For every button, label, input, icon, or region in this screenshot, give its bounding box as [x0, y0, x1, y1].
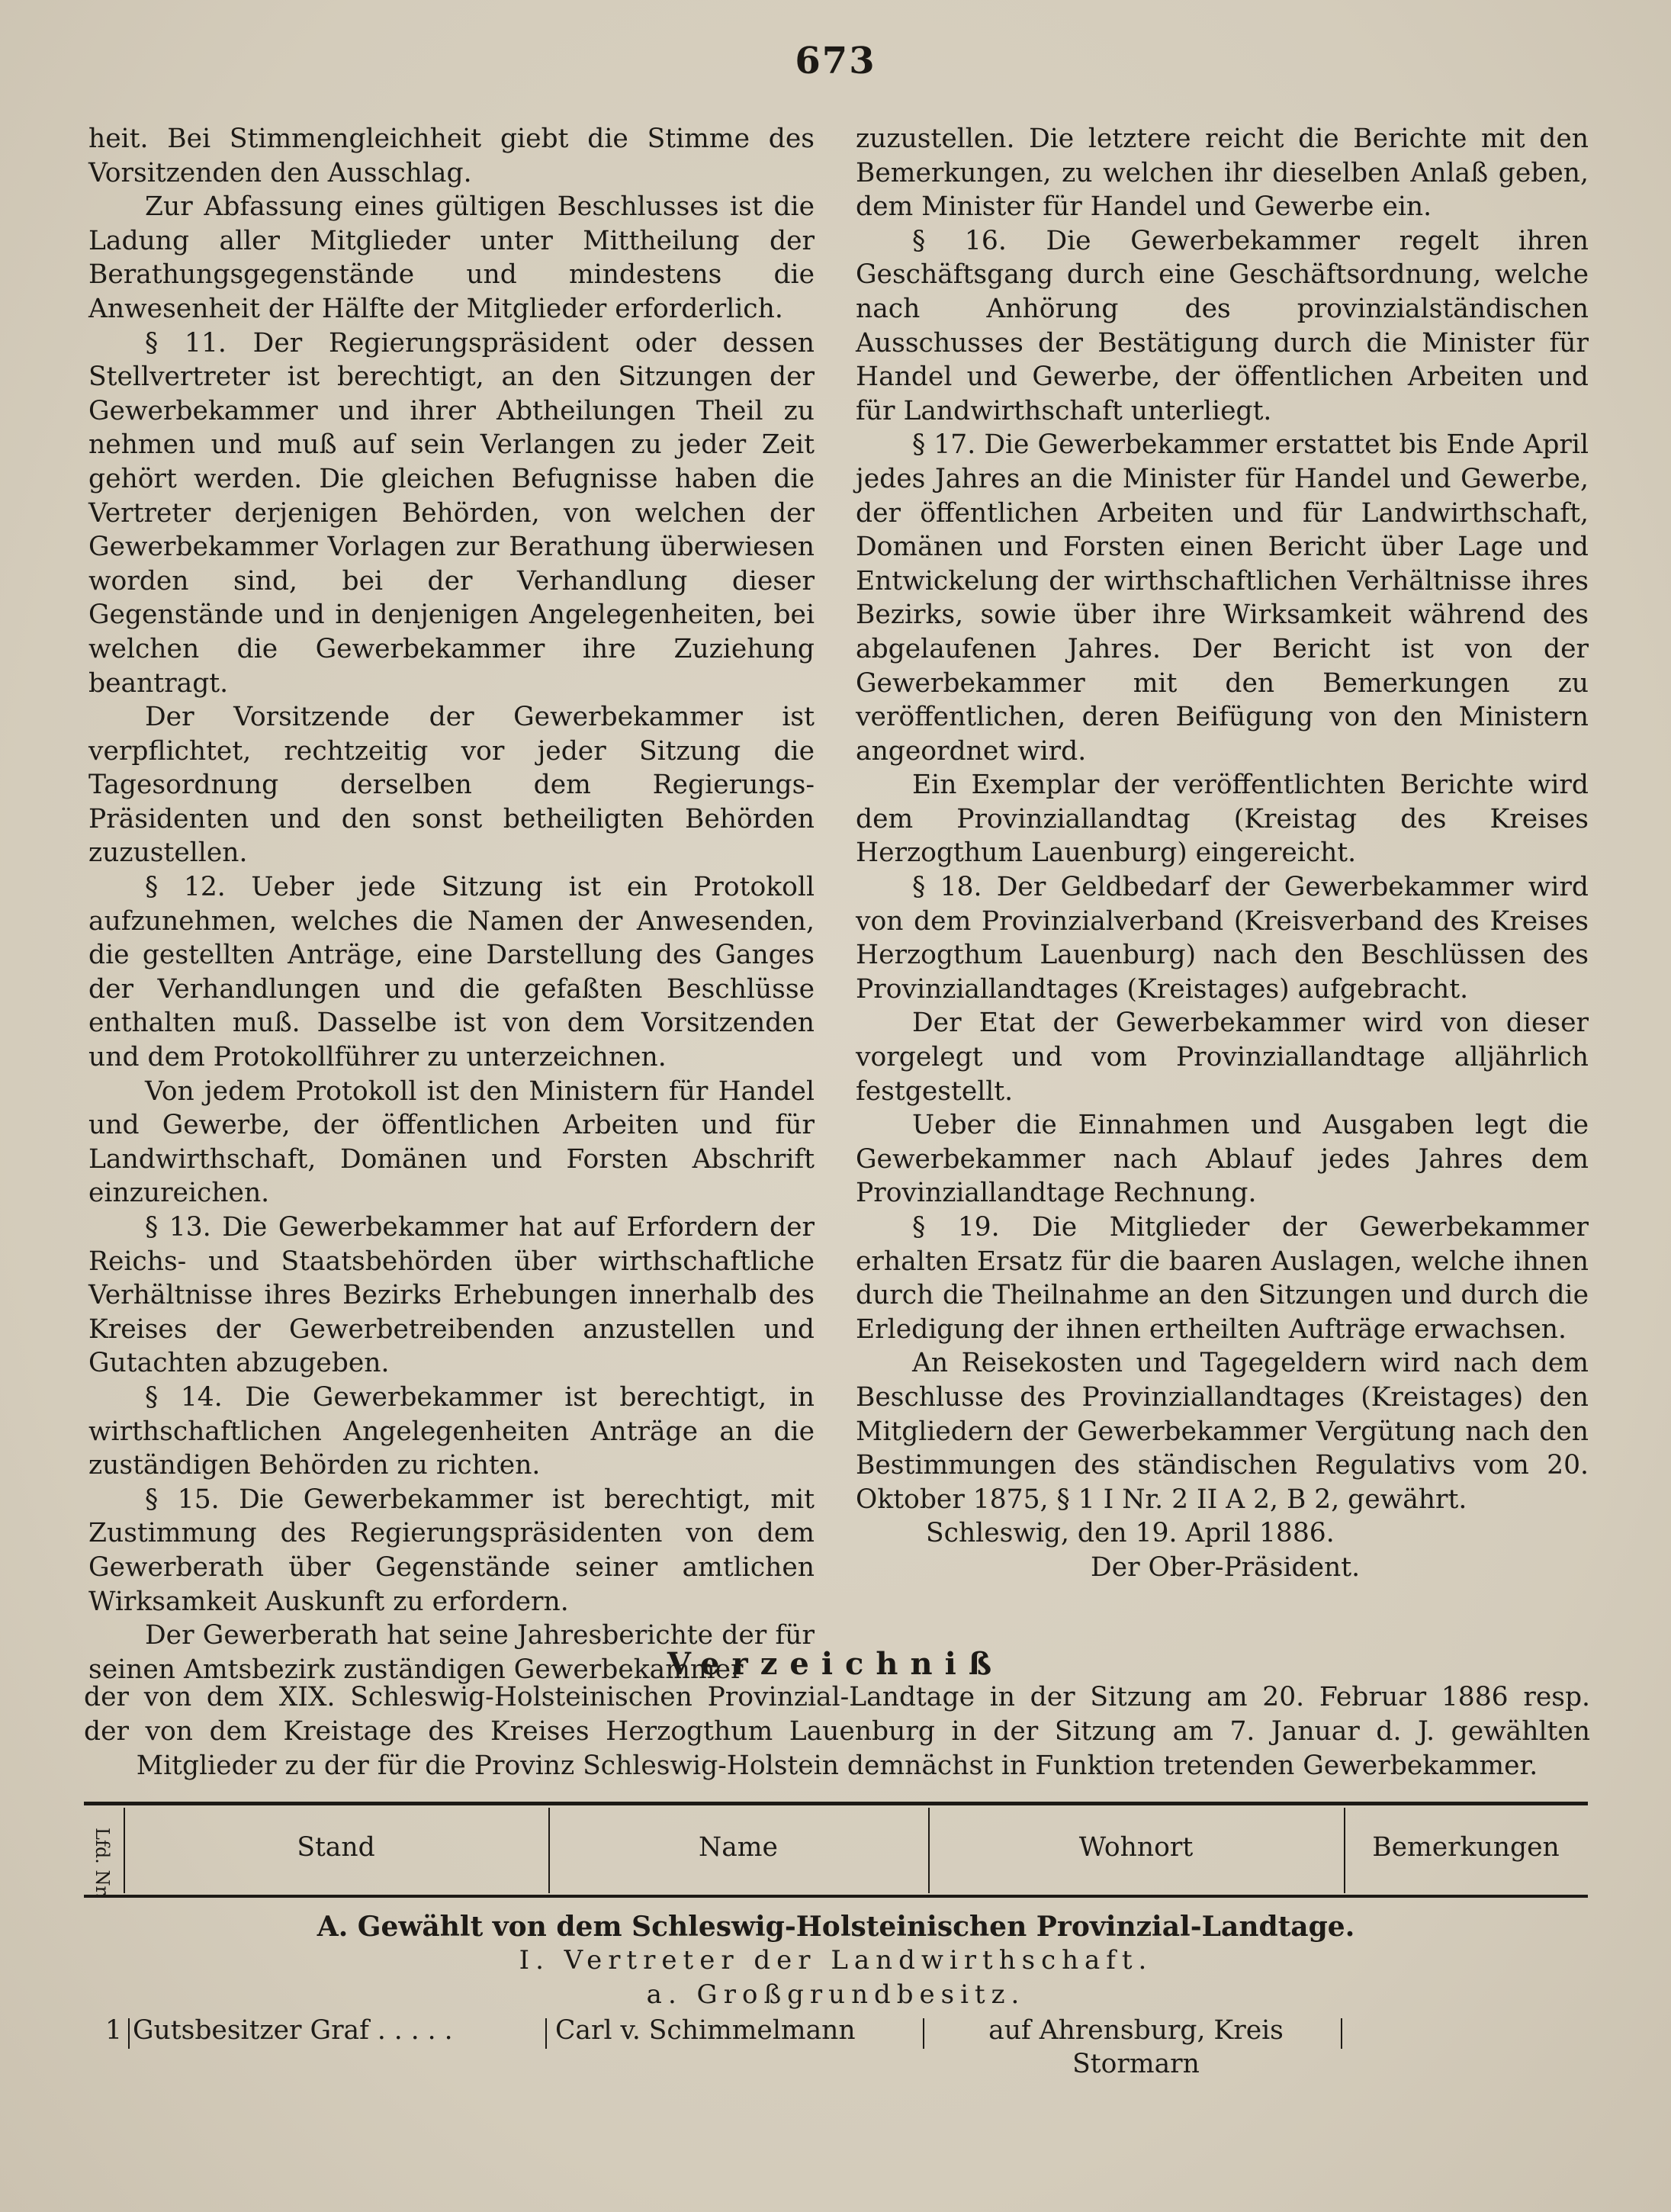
subsection-a-heading: a. Großgrundbesitz.: [646, 1979, 1026, 2010]
header-lfd-nr: [87, 1825, 121, 1899]
verzeichnis-line: Mitglieder zu der für die Provinz Schleswig-Holstein demnächst in Funktion tretenden Gewerbekammer.: [136, 1751, 1538, 1781]
row-wohnort-line: Stormarn: [1072, 2049, 1200, 2079]
page-number: 673: [795, 40, 876, 82]
header-stand: Stand: [297, 1832, 375, 1863]
paragraph: Ein Exemplar der veröffentlichten Berichte wird dem Provinziallandtag (Kreistag des Kreises Herzogthum Lauenburg) eingereicht.: [856, 770, 1589, 869]
paragraph: Zur Abfassung eines gültigen Beschlusses ist die Ladung aller Mitglieder unter Mittheilung der Berathungsgegenstände und mindestens die Anwesenheit der Hälfte der Mitglieder erforderlich.: [88, 191, 815, 324]
section-i-heading: I. Vertreter der Landwirthschaft.: [519, 1945, 1153, 1976]
paragraph-section-11: § 11. Der Regierungspräsident oder dessen Stellvertreter ist berechtigt, an den Sitzungen der Gewerbekammer und ihrer Abtheilungen Theil zu nehmen und muß auf sein Verlangen zu jeder Zeit gehört werden. Die gleichen Befugnisse haben die Vertreter derjenigen Behörden, von welchen der Gewerbekammer Vorlagen zur Berathung überwiesen worden sind, bei der Verhandlung dieser Gegenstände und in denjenigen Angelegenheiten, bei welchen die Gewerbekammer ihre Zuziehung beantragt.: [88, 327, 815, 699]
paragraph: Ueber die Einnahmen und Ausgaben legt die Gewerbekammer nach Ablauf jedes Jahres dem Provinziallandtage Rechnung.: [856, 1110, 1589, 1209]
row-stand: Gutsbesitzer Graf . . . . .: [133, 2015, 453, 2046]
paragraph-section-13: § 13. Die Gewerbekammer hat auf Erfordern der Reichs- und Staatsbehörden über wirthschaftliche Verhältnisse ihres Bezirks Erhebungen innerhalb des Kreises der Gewerbetreibenden anzustellen und Gutachten abzugeben.: [88, 1212, 815, 1379]
verzeichnis-title: Verzeichniß: [667, 1646, 1004, 1682]
header-wohnort: Wohnort: [1078, 1832, 1194, 1863]
row-wohnort-line: auf Ahrensburg, Kreis: [988, 2015, 1284, 2046]
section-a-heading: A. Gewählt von dem Schleswig-Holsteinischen Provinzial-Landtage.: [317, 1911, 1355, 1943]
header-lfd-nr-label: Lfd. Nr.: [92, 1828, 113, 1899]
cell-divider: [545, 2018, 547, 2049]
member-table: [84, 1802, 1588, 2198]
paragraph: Der Gewerberath hat seine Jahresberichte der für seinen Amtsbezirk zuständigen Gewerbekammer: [88, 1620, 815, 1685]
right-column: [856, 122, 1589, 1585]
row-name: Carl v. Schimmelmann: [555, 2015, 856, 2046]
paragraph-section-17: § 17. Die Gewerbekammer erstattet bis Ende April jedes Jahres an die Minister für Handel und Gewerbe, der öffentlichen Arbeiten und für Landwirthschaft, Domänen und Forsten einen Bericht über Lage und Entwickelung der wirthschaftlichen Verhältnisse ihres Bezirks, sowie über ihre Wirksamkeit während des abgelaufenen Jahres. Der Bericht ist von der Gewerbekammer mit den Bemerkungen zu veröffentlichen, deren Beifügung von den Ministern angeordnet wird.: [856, 429, 1589, 767]
row-wohnort: [928, 2014, 1344, 2081]
verzeichnis-line: der von dem XIX. Schleswig-Holsteinischen Provinzial-Landtage in der Sitzung am 20. Februar 1886 resp.: [84, 1682, 1590, 1712]
paragraph: An Reisekosten und Tagegeldern wird nach dem Beschlusse des Provinziallandtages (Kreistages) den Mitgliedern der Gewerbekammer Vergütung nach den Bestimmungen des ständischen Regulativs vom 20. Oktober 1875, § 1 I Nr. 2 II A 2, B 2, gewährt.: [856, 1348, 1589, 1515]
paragraph-section-14: § 14. Die Gewerbekammer ist berechtigt, in wirthschaftlichen Angelegenheiten Anträge an die zuständigen Behörden zu richten.: [88, 1381, 815, 1481]
row-number: 1: [105, 2015, 122, 2046]
paragraph: zuzustellen. Die letztere reicht die Berichte mit den Bemerkungen, zu welchen ihr dieselben Anlaß geben, dem Minister für Handel und Gewerbe ein.: [856, 124, 1589, 223]
paragraph-section-18: § 18. Der Geldbedarf der Gewerbekammer wird von dem Provinzialverband (Kreisverband des Kreises Herzogthum Lauenburg) nach den Beschlüssen des Provinziallandtages (Kreistages) aufgebracht.: [856, 872, 1589, 1005]
left-column: [88, 122, 815, 1686]
paragraph: Der Etat der Gewerbekammer wird von dieser vorgelegt und vom Provinziallandtage alljährlich festgestellt.: [856, 1008, 1589, 1107]
paragraph-section-15: § 15. Die Gewerbekammer ist berechtigt, mit Zustimmung des Regierungspräsidenten von dem Gewerberath über Gegenstände seiner amtlichen Wirksamkeit Auskunft zu erfordern.: [88, 1484, 815, 1617]
paragraph: Von jedem Protokoll ist den Ministern für Handel und Gewerbe, der öffentlichen Arbeiten und für Landwirthschaft, Domänen und Forsten Abschrift einzureichen.: [88, 1075, 815, 1209]
paragraph: Der Vorsitzende der Gewerbekammer ist verpflichtet, rechtzeitig vor jeder Sitzung die Tagesordnung derselben dem Regierungs-Präsidenten und den sonst betheiligten Behörden zuzustellen.: [88, 702, 815, 869]
verzeichnis-line: der von dem Kreistage des Kreises Herzogthum Lauenburg in der Sitzung am 7. Januar d. J. gewählten: [84, 1716, 1590, 1747]
verzeichnis-description: [84, 1680, 1590, 1783]
paragraph-section-12: § 12. Ueber jede Sitzung ist ein Protokoll aufzunehmen, welches die Namen der Anwesenden, die gestellten Anträge, eine Darstellung des Ganges der Verhandlungen und die gefaßten Beschlüsse enthalten muß. Dasselbe ist von dem Vorsitzenden und dem Protokollführer zu unterzeichnen.: [88, 872, 815, 1073]
header-bemerkungen: Bemerkungen: [1372, 1832, 1560, 1863]
cell-divider: [923, 2018, 924, 2049]
signature-signer: Der Ober-Präsident.: [1091, 1551, 1361, 1583]
header-name: Name: [699, 1832, 778, 1863]
cell-divider: [1341, 2018, 1342, 2049]
paragraph-section-16: § 16. Die Gewerbekammer regelt ihren Geschäftsgang durch eine Geschäftsordnung, welche nach Anhörung des provinzialständischen Ausschusses der Bestätigung durch die Minister für Handel und Gewerbe, der öffentlichen Arbeiten und für Landwirthschaft unterliegt.: [856, 225, 1589, 426]
table-header-rule: [84, 1895, 1588, 1898]
signature-place-date: Schleswig, den 19. April 1886.: [926, 1518, 1335, 1549]
cell-divider: [128, 2018, 130, 2049]
paragraph-section-19: § 19. Die Mitglieder der Gewerbekammer erhalten Ersatz für die baaren Auslagen, welche ihnen durch die Theilnahme an den Sitzungen und durch die Erledigung der ihnen ertheilten Aufträge erwachsen.: [856, 1212, 1589, 1345]
paragraph: heit. Bei Stimmengleichheit giebt die Stimme des Vorsitzenden den Ausschlag.: [88, 124, 815, 188]
table-top-rule: [84, 1802, 1588, 1805]
